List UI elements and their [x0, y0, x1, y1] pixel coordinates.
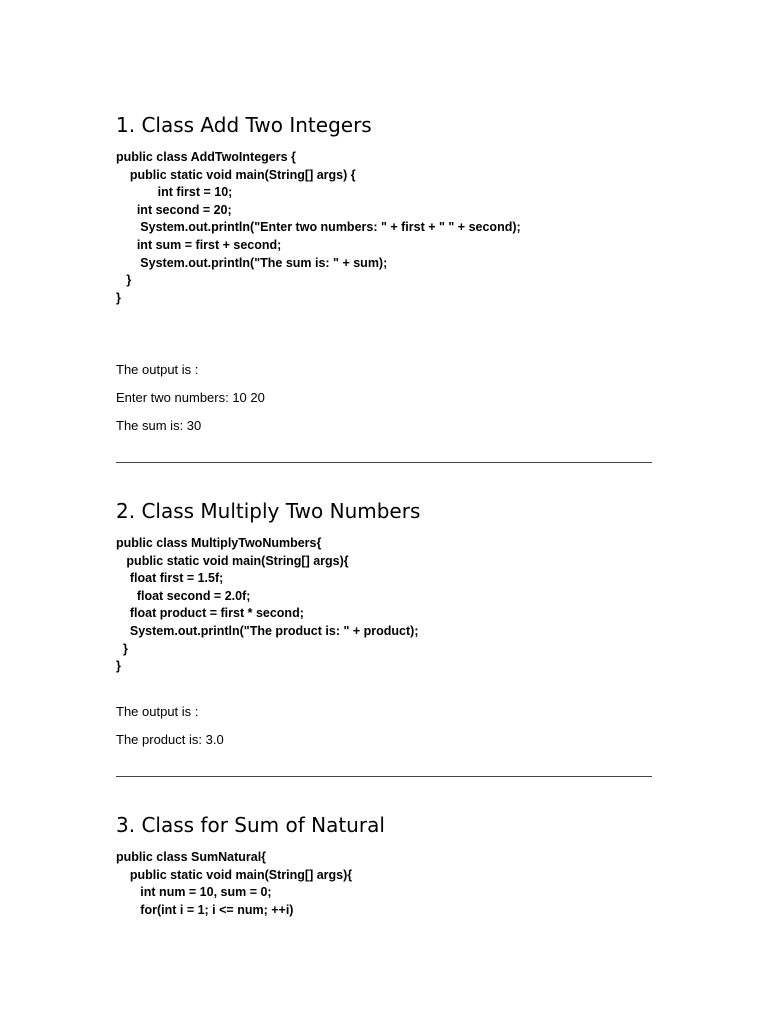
code-line: int first = 10; — [116, 185, 233, 200]
section-1-code-block — [116, 149, 521, 307]
code-line: public class MultiplyTwoNumbers{ — [116, 536, 322, 550]
section-3-heading: 3. Class for Sum of Natural — [116, 813, 385, 837]
section-1-output-line: Enter two numbers: 10 20 — [116, 390, 265, 405]
code-line: int sum = first + second; — [116, 237, 282, 252]
code-line: float product = first * second; — [116, 606, 304, 621]
code-line: public static void main(String[] args) { — [116, 167, 356, 182]
code-line: } — [116, 273, 132, 288]
code-line: public class AddTwoIntegers { — [116, 150, 296, 164]
code-line: int second = 20; — [116, 202, 232, 217]
section-2-output-label: The output is : — [116, 704, 199, 719]
section-divider — [116, 462, 652, 463]
code-line: } — [116, 659, 121, 674]
code-line: int num = 10, sum = 0; — [116, 885, 272, 900]
code-line: public static void main(String[] args){ — [116, 553, 349, 568]
code-line: float second = 2.0f; — [116, 588, 251, 603]
code-line: System.out.println("The sum is: " + sum); — [116, 255, 388, 270]
section-2-code-block — [116, 535, 418, 676]
code-line: public class SumNatural{ — [116, 850, 267, 864]
section-divider — [116, 776, 652, 777]
code-line: System.out.println("Enter two numbers: " + first + " " + second); — [116, 220, 521, 235]
section-2-output-line: The product is: 3.0 — [116, 732, 224, 747]
section-1-heading: 1. Class Add Two Integers — [116, 113, 372, 137]
code-line: } — [116, 290, 121, 305]
code-line: public static void main(String[] args){ — [116, 867, 353, 882]
code-line: System.out.println("The product is: " + product); — [116, 623, 419, 638]
section-2-heading: 2. Class Multiply Two Numbers — [116, 499, 421, 523]
section-1-output-label: The output is : — [116, 362, 199, 377]
code-line: for(int i = 1; i <= num; ++i) — [116, 902, 294, 917]
section-1-output-line: The sum is: 30 — [116, 418, 202, 433]
section-3-code-block — [116, 849, 352, 919]
code-line: float first = 1.5f; — [116, 571, 224, 586]
code-line: } — [116, 641, 128, 656]
